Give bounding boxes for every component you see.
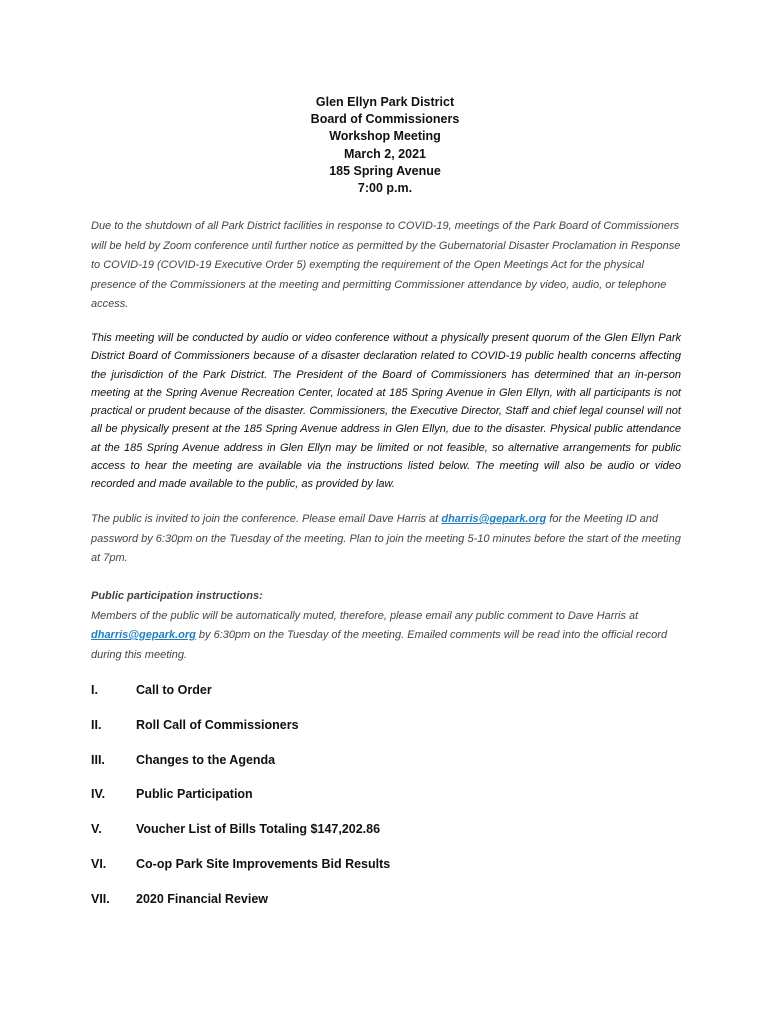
- participation-paragraph: [91, 587, 681, 665]
- agenda-item-number: III.: [91, 752, 105, 767]
- header-date: March 2, 2021: [344, 146, 426, 161]
- invite-text-after: for the Meeting ID and password by 6:30pm on the Tuesday of the meeting. Plan to join the meeting 5-10 minutes before the start of the meeting at 7pm.: [91, 513, 681, 564]
- header-address: 185 Spring Avenue: [329, 163, 441, 178]
- conference-notice-paragraph: This meeting will be conducted by audio or video conference without a physically present quorum of the Glen Ellyn Park District Board of Commissioners because of a disaster declaration related to COVID-19 public health concerns affecting the jurisdiction of the Park District. The President of the Board of Commissioners has determined that an in-person meeting at the Spring Avenue Recreation Center, located at 185 Spring Avenue in Glen Ellyn, with all participants is not practical or prudent because of the disaster. Commissioners, the Executive Director, Staff and chief legal counsel will not all be physically present at the 185 Spring Avenue address in Glen Ellyn, due to the disaster. Physical public attendance at the 185 Spring Avenue address in Glen Ellyn may be limited or not feasible, so alternative arrangements for public access to hear the meeting are available via the instructions listed below. The meeting will also be audio or video recorded and made available to the public, as provided by law.: [91, 332, 681, 491]
- participation-text-before: Members of the public will be automatically muted, therefore, please email any public comment to Dave Harris at: [91, 609, 639, 622]
- agenda-item-label: Voucher List of Bills Totaling $147,202.86: [136, 822, 381, 837]
- participation-email-link[interactable]: dharris@gepark.org: [91, 629, 196, 641]
- participation-text-after: by 6:30pm on the Tuesday of the meeting. Emailed comments will be read into the official record during this meeting.: [91, 629, 668, 661]
- agenda-item-number: I.: [91, 683, 98, 697]
- participation-title: Public participation instructions:: [91, 590, 263, 602]
- agenda-list: [91, 681, 691, 925]
- header-organization: Glen Ellyn Park District: [315, 95, 455, 109]
- agenda-item: [91, 681, 691, 716]
- invite-paragraph: [91, 510, 681, 569]
- meeting-header: [200, 94, 570, 197]
- agenda-item: [91, 855, 691, 890]
- agenda-item-number: II.: [91, 717, 102, 732]
- header-meeting-type: Workshop Meeting: [329, 129, 441, 144]
- agenda-item-number: IV.: [91, 787, 106, 802]
- agenda-item-label: Public Participation: [136, 787, 253, 802]
- agenda-item-label: Call to Order: [136, 683, 212, 697]
- header-time: 7:00 p.m.: [357, 181, 413, 196]
- agenda-item-label: Co-op Park Site Improvements Bid Results: [136, 856, 391, 871]
- agenda-item: [91, 890, 691, 925]
- agenda-item-label: Roll Call of Commissioners: [136, 717, 299, 732]
- agenda-item: [91, 785, 691, 820]
- agenda-item-number: VII.: [91, 891, 110, 906]
- agenda-item-number: V.: [91, 822, 102, 837]
- header-board: Board of Commissioners: [310, 112, 460, 127]
- agenda-item-label: Changes to the Agenda: [136, 752, 276, 767]
- agenda-item-label: 2020 Financial Review: [136, 891, 269, 906]
- agenda-item-number: VI.: [91, 856, 107, 871]
- agenda-item: [91, 751, 691, 786]
- invite-text-before: The public is invited to join the conference. Please email Dave Harris at: [91, 513, 442, 525]
- agenda-item: [91, 820, 691, 855]
- agenda-item: [91, 716, 691, 751]
- invite-email-link[interactable]: dharris@gepark.org: [441, 513, 547, 525]
- covid-notice-paragraph: Due to the shutdown of all Park District facilities in response to COVID-19, meetings of the Park Board of Commissioners will be held by Zoom conference until further notice as permitted by the Gubernatorial Disaster Proclamation in Response to COVID-19 (COVID-19 Executive Order 5) exempting the requirement of the Open Meetings Act for the physical presence of the Commissioners at the meeting and permitting Commissioner attendance by video, audio, or telephone access.: [91, 220, 681, 310]
